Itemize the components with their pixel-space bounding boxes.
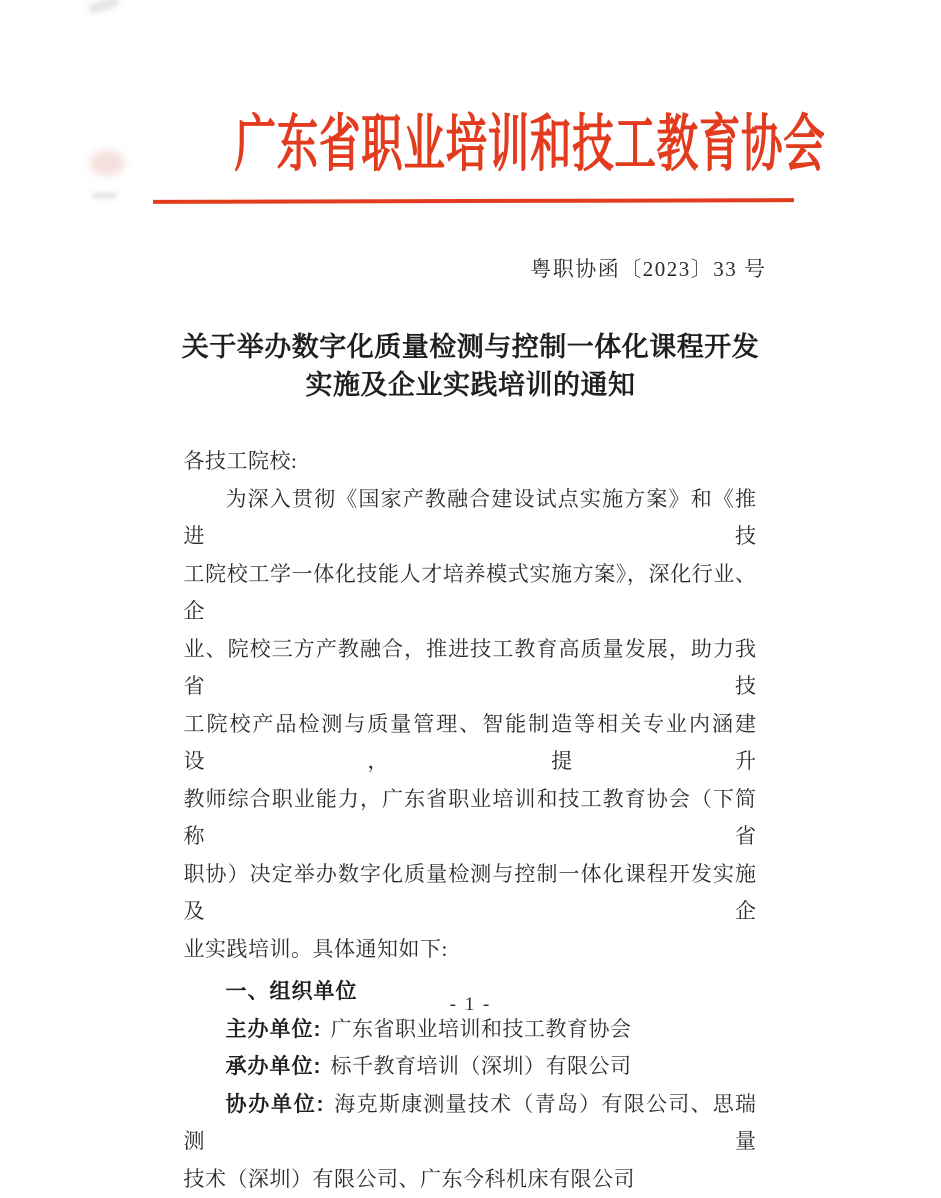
organizer-continuation: 技术（深圳）有限公司、广东今科机床有限公司	[184, 1161, 757, 1198]
paragraph-line: 业实践培训。具体通知如下:	[184, 931, 757, 969]
letterhead-rule	[152, 198, 793, 204]
scan-smudge-top-left	[88, 0, 120, 14]
document-title-line2: 实施及企业实践培训的通知	[89, 366, 853, 404]
organizer-label-coorganizer: 协办单位:	[226, 1093, 325, 1116]
organizer-row-host	[184, 1011, 757, 1049]
paragraph-line: 工院校工学一体化技能人才培养模式实施方案》，深化行业、企	[184, 556, 757, 631]
scanned-notice-page	[89, 0, 853, 1080]
page-number: - 1 -	[89, 994, 853, 1016]
paragraph-line: 职协）决定举办数字化质量检测与控制一体化课程开发实施及企	[184, 856, 757, 931]
paragraph-line: 为深入贯彻《国家产教融合建设试点实施方案》和《推进技	[184, 481, 757, 556]
paragraph-line: 工院校产品检测与质量管理、智能制造等相关专业内涵建设，提升	[184, 706, 757, 781]
letterhead	[89, 108, 853, 198]
document-number: 粤职协函〔2023〕33 号	[530, 253, 766, 283]
paragraph-line: 业、院校三方产教融合，推进技工教育高质量发展，助力我省技	[184, 631, 757, 706]
document-title	[89, 328, 853, 404]
organizer-label-host: 主办单位:	[226, 1018, 322, 1041]
organization-name: 广东省职业培训和技工教育协会	[234, 108, 825, 182]
salutation: 各技工院校:	[184, 443, 757, 481]
document-body	[184, 443, 757, 1198]
organizer-value-coorganizer: 海克斯康测量技术（青岛）有限公司、思瑞测量	[184, 1092, 757, 1154]
organizer-value-undertaker: 标千教育培训（深圳）有限公司	[331, 1054, 632, 1078]
document-title-line1: 关于举办数字化质量检测与控制一体化课程开发	[89, 328, 853, 366]
section-heading-organizers: 一、组织单位	[184, 973, 757, 1011]
organizer-value-host: 广东省职业培训和技工教育协会	[331, 1017, 632, 1041]
organizer-label-undertaker: 承办单位:	[226, 1055, 322, 1078]
organizer-row-undertaker	[184, 1048, 757, 1086]
organizer-row-coorganizer	[184, 1086, 757, 1161]
paragraph-line: 教师综合职业能力，广东省职业培训和技工教育协会（下简称省	[184, 781, 757, 856]
